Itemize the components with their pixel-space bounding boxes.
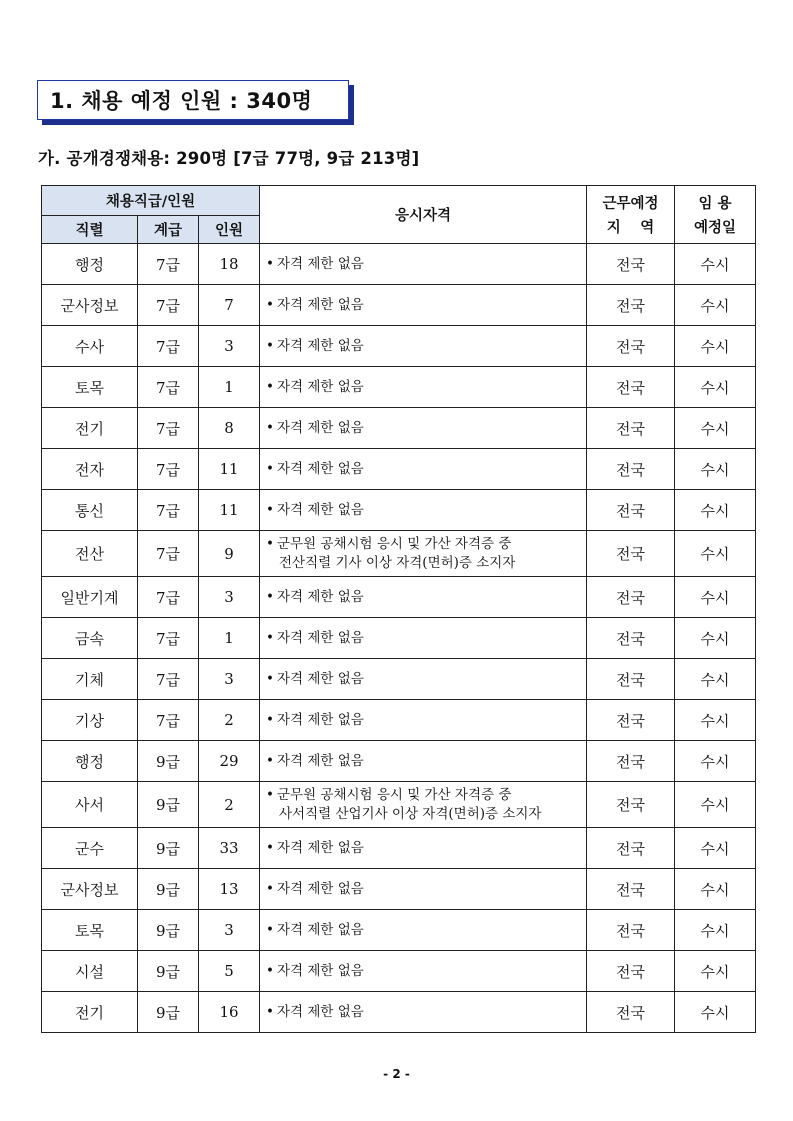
cell-date: 수시 bbox=[675, 326, 756, 367]
qualification-line: 자격 제한 없음 bbox=[276, 337, 364, 354]
cell-position: 토목 bbox=[42, 367, 138, 408]
qualification-line: 자격 제한 없음 bbox=[276, 255, 364, 272]
cell-qualification bbox=[260, 869, 587, 910]
cell-position: 통신 bbox=[42, 490, 138, 531]
cell-region: 전국 bbox=[587, 531, 675, 577]
cell-position: 기상 bbox=[42, 700, 138, 741]
cell-qualification bbox=[260, 951, 587, 992]
cell-region: 전국 bbox=[587, 326, 675, 367]
table-row bbox=[42, 618, 756, 659]
cell-qualification bbox=[260, 449, 587, 490]
cell-qualification bbox=[260, 577, 587, 618]
cell-region: 전국 bbox=[587, 741, 675, 782]
cell-grade: 7급 bbox=[138, 244, 199, 285]
qualification-line: 자격 제한 없음 bbox=[276, 670, 364, 687]
cell-date: 수시 bbox=[675, 741, 756, 782]
cell-qualification bbox=[260, 659, 587, 700]
cell-region: 전국 bbox=[587, 869, 675, 910]
qualification-line: 자격 제한 없음 bbox=[276, 1003, 364, 1020]
recruitment-table bbox=[41, 185, 756, 1033]
bullet-icon: • bbox=[266, 711, 274, 728]
header-qualification: 응시자격 bbox=[260, 186, 587, 244]
cell-region: 전국 bbox=[587, 449, 675, 490]
qualification-line: 자격 제한 없음 bbox=[276, 378, 364, 395]
cell-grade: 9급 bbox=[138, 782, 199, 828]
qualification-line: 전산직렬 기사 이상 자격(면허)증 소지자 bbox=[279, 554, 516, 571]
cell-position: 일반기계 bbox=[42, 577, 138, 618]
cell-position: 금속 bbox=[42, 618, 138, 659]
bullet-icon: • bbox=[266, 535, 274, 552]
cell-region: 전국 bbox=[587, 577, 675, 618]
bullet-icon: • bbox=[266, 752, 274, 769]
header-position: 직렬 bbox=[42, 216, 138, 244]
table-row bbox=[42, 992, 756, 1033]
bullet-icon: • bbox=[266, 670, 274, 687]
cell-grade: 7급 bbox=[138, 285, 199, 326]
qualification-line: 자격 제한 없음 bbox=[276, 501, 364, 518]
table-row bbox=[42, 408, 756, 449]
cell-date: 수시 bbox=[675, 910, 756, 951]
cell-region: 전국 bbox=[587, 490, 675, 531]
cell-grade: 9급 bbox=[138, 828, 199, 869]
cell-grade: 7급 bbox=[138, 531, 199, 577]
qualification-line: 자격 제한 없음 bbox=[276, 752, 364, 769]
cell-count: 3 bbox=[199, 577, 260, 618]
cell-position: 전기 bbox=[42, 992, 138, 1033]
cell-count: 2 bbox=[199, 782, 260, 828]
cell-region: 전국 bbox=[587, 659, 675, 700]
cell-count: 11 bbox=[199, 449, 260, 490]
table-row bbox=[42, 951, 756, 992]
cell-region: 전국 bbox=[587, 618, 675, 659]
bullet-icon: • bbox=[266, 839, 274, 856]
bullet-icon: • bbox=[266, 337, 274, 354]
cell-count: 3 bbox=[199, 659, 260, 700]
page-number: - 2 - bbox=[383, 1067, 410, 1081]
qualification-line: 자격 제한 없음 bbox=[276, 460, 364, 477]
cell-qualification bbox=[260, 285, 587, 326]
qualification-line: 자격 제한 없음 bbox=[276, 588, 364, 605]
cell-region: 전국 bbox=[587, 951, 675, 992]
bullet-icon: • bbox=[266, 1003, 274, 1020]
cell-date: 수시 bbox=[675, 700, 756, 741]
table-row bbox=[42, 659, 756, 700]
cell-date: 수시 bbox=[675, 992, 756, 1033]
cell-date: 수시 bbox=[675, 367, 756, 408]
qualification-line: 군무원 공채시험 응시 및 가산 자격증 중 bbox=[276, 535, 512, 552]
cell-date: 수시 bbox=[675, 618, 756, 659]
cell-grade: 9급 bbox=[138, 869, 199, 910]
table-row bbox=[42, 285, 756, 326]
table-row bbox=[42, 741, 756, 782]
table-row bbox=[42, 449, 756, 490]
table-row bbox=[42, 577, 756, 618]
cell-count: 13 bbox=[199, 869, 260, 910]
bullet-icon: • bbox=[266, 501, 274, 518]
header-group: 채용직급/인원 bbox=[42, 186, 260, 216]
cell-position: 군사정보 bbox=[42, 869, 138, 910]
cell-position: 군사정보 bbox=[42, 285, 138, 326]
cell-position: 사서 bbox=[42, 782, 138, 828]
cell-qualification bbox=[260, 408, 587, 449]
cell-position: 전산 bbox=[42, 531, 138, 577]
cell-region: 전국 bbox=[587, 910, 675, 951]
table-row bbox=[42, 700, 756, 741]
cell-qualification bbox=[260, 326, 587, 367]
qualification-line: 자격 제한 없음 bbox=[276, 296, 364, 313]
header-date-line2: 예정일 bbox=[694, 220, 737, 236]
cell-grade: 9급 bbox=[138, 992, 199, 1033]
section-title-box bbox=[37, 80, 349, 120]
table-row bbox=[42, 910, 756, 951]
cell-qualification bbox=[260, 992, 587, 1033]
cell-grade: 9급 bbox=[138, 910, 199, 951]
cell-count: 29 bbox=[199, 741, 260, 782]
qualification-line: 자격 제한 없음 bbox=[276, 839, 364, 856]
cell-count: 16 bbox=[199, 992, 260, 1033]
cell-qualification bbox=[260, 700, 587, 741]
qualification-line: 자격 제한 없음 bbox=[276, 921, 364, 938]
cell-count: 1 bbox=[199, 618, 260, 659]
cell-qualification bbox=[260, 367, 587, 408]
cell-grade: 7급 bbox=[138, 490, 199, 531]
qualification-line: 군무원 공채시험 응시 및 가산 자격증 중 bbox=[276, 786, 512, 803]
cell-date: 수시 bbox=[675, 659, 756, 700]
cell-position: 수사 bbox=[42, 326, 138, 367]
bullet-icon: • bbox=[266, 921, 274, 938]
cell-grade: 9급 bbox=[138, 951, 199, 992]
table-row bbox=[42, 782, 756, 828]
cell-qualification bbox=[260, 490, 587, 531]
cell-date: 수시 bbox=[675, 951, 756, 992]
cell-count: 7 bbox=[199, 285, 260, 326]
cell-grade: 7급 bbox=[138, 326, 199, 367]
cell-qualification bbox=[260, 828, 587, 869]
qualification-line: 자격 제한 없음 bbox=[276, 962, 364, 979]
cell-region: 전국 bbox=[587, 700, 675, 741]
bullet-icon: • bbox=[266, 880, 274, 897]
bullet-icon: • bbox=[266, 419, 274, 436]
cell-position: 시설 bbox=[42, 951, 138, 992]
cell-date: 수시 bbox=[675, 577, 756, 618]
qualification-line: 자격 제한 없음 bbox=[276, 419, 364, 436]
cell-count: 18 bbox=[199, 244, 260, 285]
cell-count: 3 bbox=[199, 910, 260, 951]
table-row bbox=[42, 828, 756, 869]
table-row bbox=[42, 244, 756, 285]
cell-count: 3 bbox=[199, 326, 260, 367]
cell-date: 수시 bbox=[675, 244, 756, 285]
table-row bbox=[42, 490, 756, 531]
table-row bbox=[42, 367, 756, 408]
header-date bbox=[675, 186, 756, 244]
cell-grade: 7급 bbox=[138, 618, 199, 659]
bullet-icon: • bbox=[266, 786, 274, 803]
header-count: 인원 bbox=[199, 216, 260, 244]
bullet-icon: • bbox=[266, 460, 274, 477]
cell-count: 11 bbox=[199, 490, 260, 531]
cell-grade: 7급 bbox=[138, 700, 199, 741]
section-title: 1. 채용 예정 인원 : 340명 bbox=[50, 89, 313, 113]
qualification-line: 자격 제한 없음 bbox=[276, 711, 364, 728]
cell-date: 수시 bbox=[675, 531, 756, 577]
cell-count: 5 bbox=[199, 951, 260, 992]
header-region-line1: 근무예정 bbox=[602, 196, 659, 212]
cell-region: 전국 bbox=[587, 244, 675, 285]
cell-date: 수시 bbox=[675, 490, 756, 531]
cell-qualification bbox=[260, 782, 587, 828]
bullet-icon: • bbox=[266, 296, 274, 313]
cell-count: 1 bbox=[199, 367, 260, 408]
header-region bbox=[587, 186, 675, 244]
cell-grade: 7급 bbox=[138, 408, 199, 449]
subsection-title: 가. 공개경쟁채용: 290명 [7급 77명, 9급 213명] bbox=[38, 149, 420, 168]
cell-grade: 7급 bbox=[138, 577, 199, 618]
header-region-line2: 지 역 bbox=[606, 220, 655, 236]
cell-count: 9 bbox=[199, 531, 260, 577]
header-date-line1: 임 용 bbox=[698, 196, 732, 212]
qualification-line: 사서직렬 산업기사 이상 자격(면허)증 소지자 bbox=[279, 805, 542, 822]
cell-grade: 7급 bbox=[138, 659, 199, 700]
cell-date: 수시 bbox=[675, 869, 756, 910]
cell-grade: 7급 bbox=[138, 449, 199, 490]
bullet-icon: • bbox=[266, 629, 274, 646]
cell-date: 수시 bbox=[675, 828, 756, 869]
cell-qualification bbox=[260, 741, 587, 782]
cell-position: 기체 bbox=[42, 659, 138, 700]
cell-date: 수시 bbox=[675, 285, 756, 326]
bullet-icon: • bbox=[266, 588, 274, 605]
cell-qualification bbox=[260, 531, 587, 577]
cell-region: 전국 bbox=[587, 992, 675, 1033]
cell-count: 33 bbox=[199, 828, 260, 869]
cell-date: 수시 bbox=[675, 449, 756, 490]
header-grade: 계급 bbox=[138, 216, 199, 244]
cell-position: 토목 bbox=[42, 910, 138, 951]
cell-qualification bbox=[260, 910, 587, 951]
cell-grade: 7급 bbox=[138, 367, 199, 408]
cell-position: 전기 bbox=[42, 408, 138, 449]
cell-position: 전자 bbox=[42, 449, 138, 490]
cell-count: 8 bbox=[199, 408, 260, 449]
cell-qualification bbox=[260, 244, 587, 285]
table-row bbox=[42, 531, 756, 577]
table-body bbox=[42, 244, 756, 1033]
bullet-icon: • bbox=[266, 378, 274, 395]
cell-count: 2 bbox=[199, 700, 260, 741]
cell-position: 행정 bbox=[42, 244, 138, 285]
cell-region: 전국 bbox=[587, 782, 675, 828]
cell-region: 전국 bbox=[587, 285, 675, 326]
cell-date: 수시 bbox=[675, 782, 756, 828]
cell-grade: 9급 bbox=[138, 741, 199, 782]
cell-position: 군수 bbox=[42, 828, 138, 869]
qualification-line: 자격 제한 없음 bbox=[276, 880, 364, 897]
table-row bbox=[42, 869, 756, 910]
cell-position: 행정 bbox=[42, 741, 138, 782]
bullet-icon: • bbox=[266, 255, 274, 272]
cell-region: 전국 bbox=[587, 408, 675, 449]
table-row bbox=[42, 326, 756, 367]
cell-qualification bbox=[260, 618, 587, 659]
bullet-icon: • bbox=[266, 962, 274, 979]
qualification-line: 자격 제한 없음 bbox=[276, 629, 364, 646]
cell-region: 전국 bbox=[587, 367, 675, 408]
cell-date: 수시 bbox=[675, 408, 756, 449]
cell-region: 전국 bbox=[587, 828, 675, 869]
